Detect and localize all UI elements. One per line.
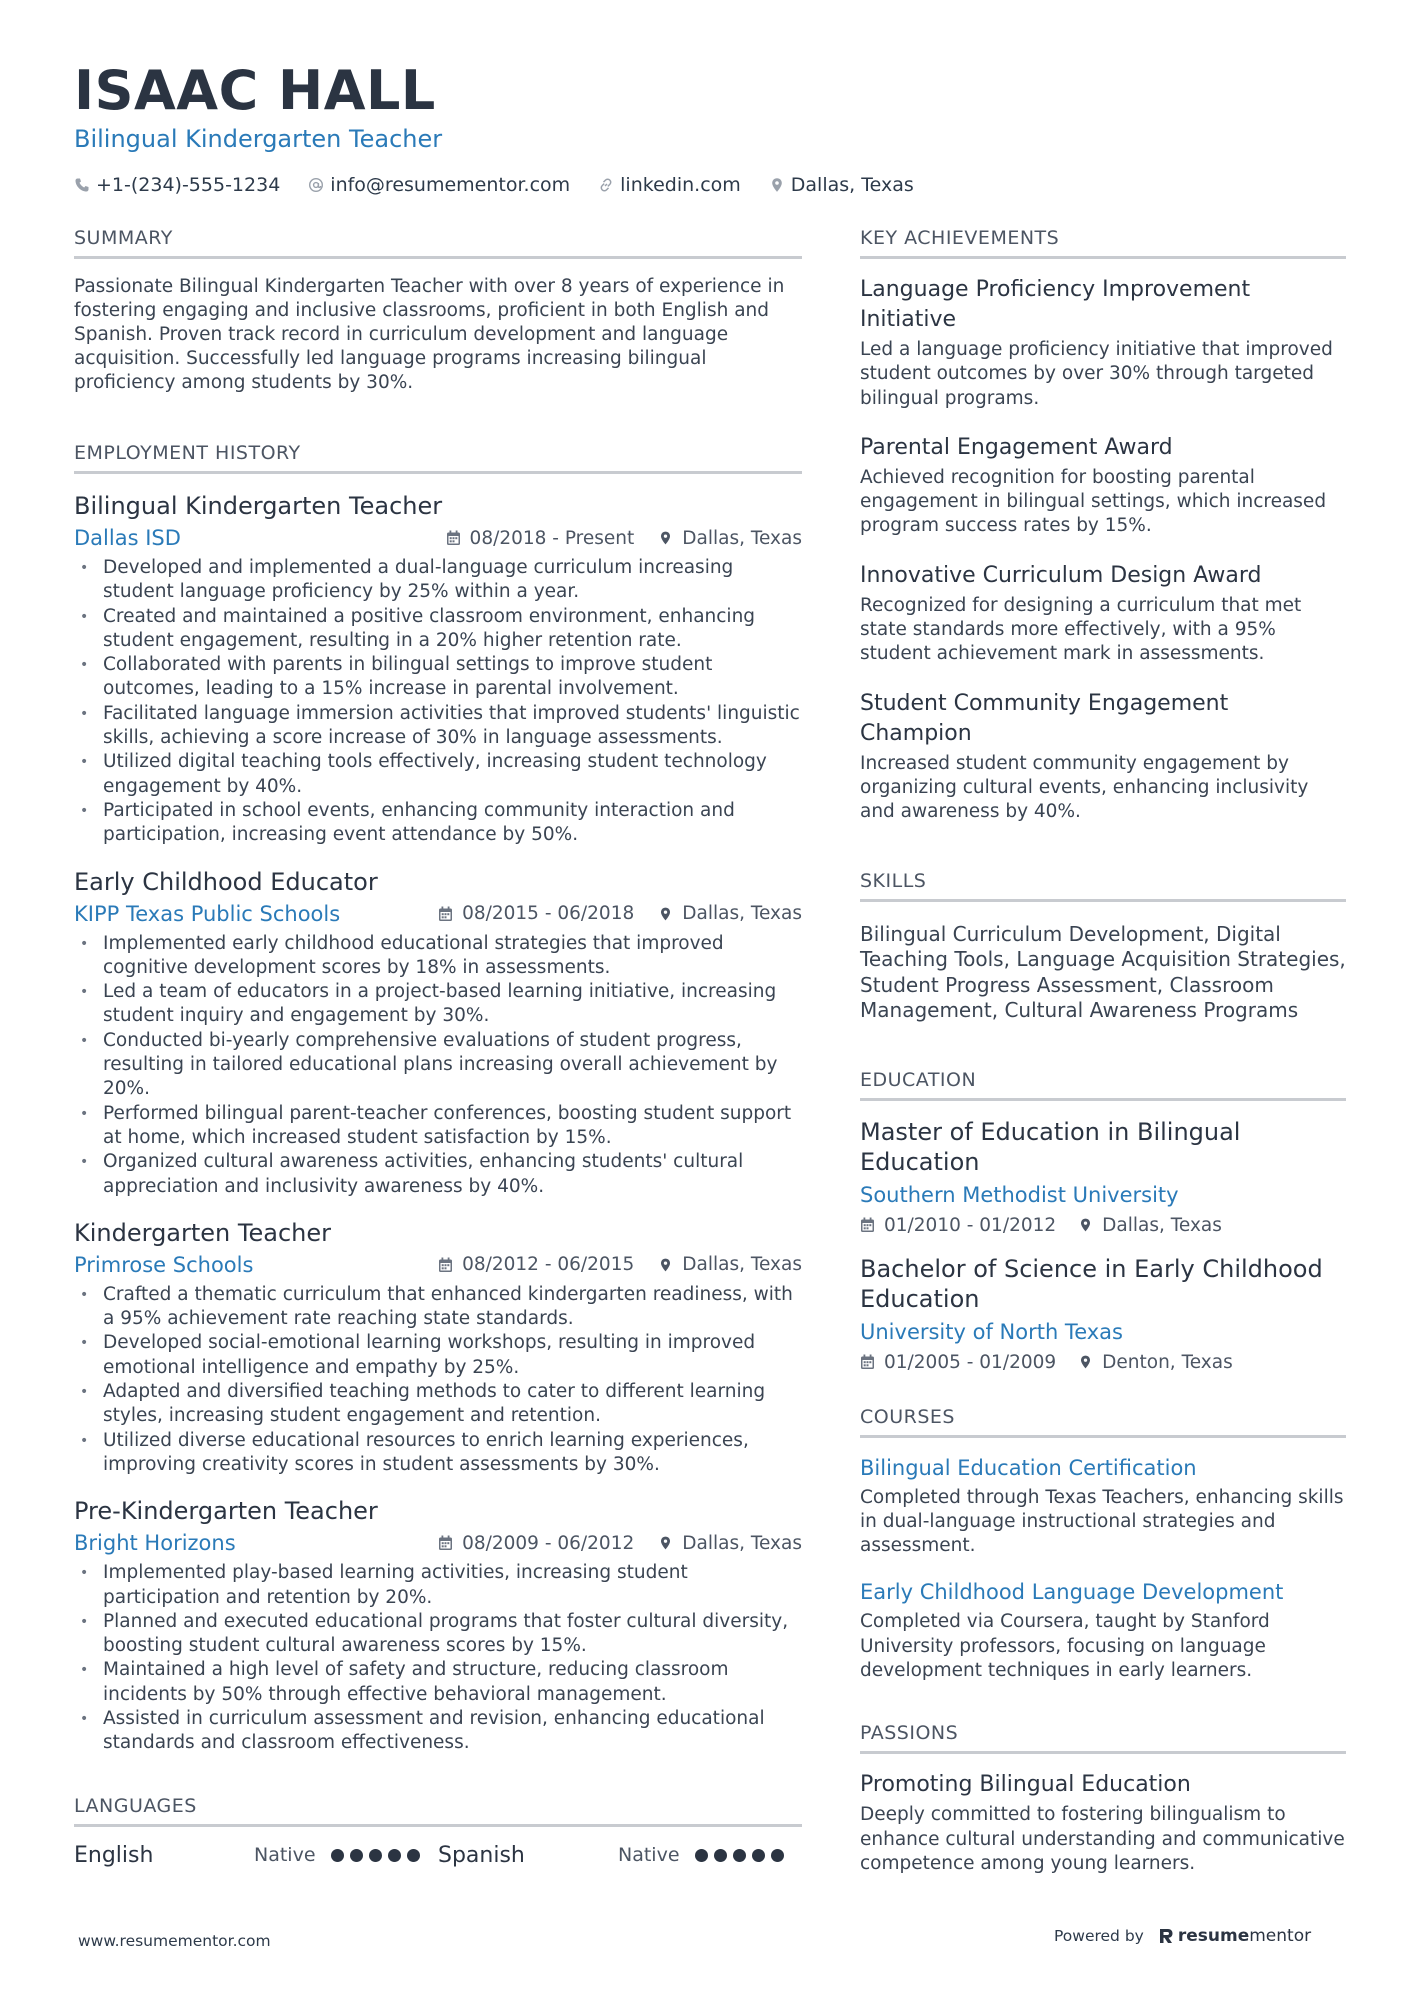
course-item (860, 1454, 1346, 1559)
passion-desc: Deeply committed to fostering bilingualism to enhance cultural understanding and communicative competence among young learners. (860, 1804, 1345, 1874)
job-dates (438, 1254, 634, 1275)
education-meta (860, 1215, 1346, 1236)
education-item (860, 1117, 1346, 1236)
company-name: Primrose Schools (74, 1252, 254, 1277)
job-entry (74, 866, 802, 1199)
bullet-item: • Adapted and diversified teaching methods to cater to different learning styles, increasing student engagement and retention. (74, 1380, 802, 1429)
education-item (860, 1254, 1346, 1373)
job-meta-right (438, 1254, 802, 1275)
achievement-title: Innovative Curriculum Design Award (860, 562, 1262, 588)
powered-by-label: Powered by (1054, 1927, 1144, 1945)
achievement-desc: Achieved recognition for boosting parental engagement in bilingual settings, which increased program success rates by 15%. (860, 466, 1327, 537)
linkedin-text[interactable]: linkedin.com (620, 174, 741, 196)
bullet-item: • Developed and implemented a dual-language curriculum increasing student language proficiency by 25% within a year. (74, 556, 802, 605)
contact-location (769, 174, 914, 196)
map-pin-icon (658, 530, 673, 546)
achievement-title: Parental Engagement Award (860, 434, 1173, 460)
job-location (658, 1254, 802, 1275)
rating-dot (350, 1849, 363, 1862)
bullet-item: • Utilized digital teaching tools effectively, increasing student technology engagement by 40%. (74, 750, 802, 799)
calendar-icon (438, 1535, 453, 1551)
language-name: Spanish (438, 1842, 525, 1868)
map-pin-icon (658, 906, 673, 922)
at-icon (308, 177, 324, 193)
calendar-icon (860, 1217, 875, 1233)
degree-title: Master of Education in Bilingual Education (860, 1117, 1241, 1176)
rating-dot (331, 1849, 344, 1862)
achievement-desc: Increased student community engagement by organizing cultural events, enhancing inclusivity and awareness by 40%. (860, 752, 1309, 823)
phone-icon (74, 177, 90, 193)
job-bullets (74, 932, 802, 1199)
rating-dot (714, 1849, 727, 1862)
achievement-desc: Led a language proficiency initiative that improved student outcomes by over 30% through targeted bilingual programs. (860, 339, 1333, 409)
map-pin-icon (658, 1535, 673, 1551)
calendar-icon (438, 906, 453, 922)
achievement-desc: Recognized for designing a curriculum that met state standards more effectively, with a 95% student achievement mark in assessments. (860, 594, 1302, 665)
rating-dot (695, 1849, 708, 1862)
achievement-item (860, 275, 1346, 411)
languages-list (74, 1843, 802, 1868)
brand-bold: resume (1177, 1926, 1250, 1946)
job-meta-right (438, 1533, 802, 1554)
language-rating (331, 1849, 420, 1862)
job-entry (74, 490, 802, 848)
education-meta (860, 1352, 1346, 1373)
education-dates (860, 1352, 1056, 1373)
summary-text: Passionate Bilingual Kindergarten Teacher with over 8 years of experience in fostering engaging and inclusive classrooms, proficient in both English and Spanish. Proven track record in curriculum development and language acquisition. Successfully led language programs increasing bilingual proficiency among students by 30%. (74, 276, 785, 393)
job-dates (446, 528, 635, 549)
degree-title: Bachelor of Science in Early Childhood Education (860, 1254, 1323, 1313)
bullet-item: • Led a team of educators in a project-based learning initiative, increasing student inquiry and engagement by 30%. (74, 980, 802, 1029)
education-heading: EDUCATION (860, 1068, 1346, 1101)
job-meta (74, 1251, 802, 1279)
passion-title: Promoting Bilingual Education (860, 1772, 1191, 1798)
candidate-name: ISAAC HALL (74, 59, 436, 122)
map-pin-icon (1078, 1354, 1093, 1370)
job-location-text: Dallas, Texas (682, 527, 802, 549)
course-desc: Completed via Coursera, taught by Stanford University professors, focusing on language development techniques in early learners. (860, 1611, 1270, 1682)
location-text: Dallas, Texas (790, 174, 914, 196)
job-dates-text: 08/2009 - 06/2012 (462, 1532, 635, 1554)
contact-email[interactable] (308, 174, 570, 196)
bullet-item: • Conducted bi-yearly comprehensive evaluations of student progress, resulting in tailored educational plans increasing overall achievement by 20%. (74, 1029, 802, 1102)
job-dates (438, 1533, 634, 1554)
phone-text: +1-(234)-555-1234 (96, 174, 281, 196)
education-dates-text: 01/2005 - 01/2009 (884, 1351, 1057, 1373)
language-level: Native (618, 1844, 680, 1867)
resume-header (74, 58, 1344, 196)
job-meta (74, 524, 802, 552)
employment-heading: EMPLOYMENT HISTORY (74, 441, 802, 474)
brand-mark-icon (1158, 1927, 1174, 1945)
job-entry (74, 1217, 802, 1477)
bullet-item: • Maintained a high level of safety and structure, reducing classroom incidents by 50% through effective behavioral management. (74, 1658, 802, 1707)
calendar-icon (446, 530, 461, 546)
job-meta-right (438, 903, 802, 924)
bullet-item: • Assisted in curriculum assessment and revision, enhancing educational standards and classroom effectiveness. (74, 1707, 802, 1756)
bullet-item: • Developed social-emotional learning workshops, resulting in improved emotional intelligence and empathy by 25%. (74, 1331, 802, 1380)
job-title: Kindergarten Teacher (74, 1218, 331, 1247)
bullet-item: • Performed bilingual parent-teacher conferences, boosting student support at home, which increased student satisfaction by 15%. (74, 1102, 802, 1151)
education-location-text: Dallas, Texas (1102, 1214, 1222, 1236)
rating-dot (771, 1849, 784, 1862)
passions-heading: PASSIONS (860, 1721, 1346, 1754)
link-icon (598, 177, 614, 193)
achievement-item (860, 561, 1346, 667)
passion-item (860, 1770, 1346, 1876)
job-meta (74, 1529, 802, 1557)
course-item (860, 1578, 1346, 1683)
email-text[interactable]: info@resumementor.com (330, 174, 571, 196)
map-pin-icon (769, 177, 785, 193)
brand-light: mentor (1249, 1926, 1312, 1946)
bullet-item: • Crafted a thematic curriculum that enhanced kindergarten readiness, with a 95% achievement rate reaching state standards. (74, 1283, 802, 1332)
job-bullets (74, 1561, 802, 1755)
bullet-item: • Utilized diverse educational resources to enrich learning experiences, improving creativity scores in student assessments by 30%. (74, 1429, 802, 1478)
rating-dot (407, 1849, 420, 1862)
job-location-text: Dallas, Texas (682, 1254, 802, 1276)
education-location (1078, 1352, 1233, 1373)
skills-heading: SKILLS (860, 869, 1346, 902)
education-dates-text: 01/2010 - 01/2012 (884, 1214, 1057, 1236)
summary-heading: SUMMARY (74, 226, 802, 259)
brand-logo[interactable] (1158, 1926, 1311, 1946)
language-item (438, 1843, 802, 1868)
achievements-heading: KEY ACHIEVEMENTS (860, 226, 1346, 259)
bullet-item: • Organized cultural awareness activities, enhancing students' cultural appreciation and inclusivity awareness by 40%. (74, 1150, 802, 1199)
job-dates (438, 903, 634, 924)
achievement-title: Language Proficiency Improvement Initiative (860, 277, 1251, 332)
calendar-icon (860, 1354, 875, 1370)
company-name: KIPP Texas Public Schools (74, 901, 341, 926)
job-bullets (74, 1283, 802, 1477)
job-location-text: Dallas, Texas (682, 1532, 802, 1554)
job-title: Pre-Kindergarten Teacher (74, 1497, 378, 1526)
contact-linkedin[interactable] (598, 174, 741, 196)
bullet-item: • Implemented play-based learning activities, increasing student participation and retention by 20%. (74, 1561, 802, 1610)
language-rating (695, 1849, 784, 1862)
achievement-title: Student Community Engagement Champion (860, 690, 1229, 746)
job-dates-text: 08/2018 - Present (469, 527, 635, 549)
job-location-text: Dallas, Texas (682, 903, 802, 925)
map-pin-icon (1078, 1217, 1093, 1233)
achievement-item (860, 689, 1346, 825)
bullet-item: • Created and maintained a positive classroom environment, enhancing student engagement, resulting in a 20% higher retention rate. (74, 605, 802, 654)
job-entry (74, 1495, 802, 1755)
job-title: Early Childhood Educator (74, 867, 378, 896)
education-location (1078, 1215, 1222, 1236)
course-title: Early Childhood Language Development (860, 1580, 1284, 1605)
education-location-text: Denton, Texas (1102, 1351, 1233, 1373)
achievement-item (860, 433, 1346, 539)
courses-heading: COURSES (860, 1405, 1346, 1438)
language-item (74, 1843, 438, 1868)
footer-powered-by (1054, 1926, 1311, 1946)
contact-row (74, 174, 1344, 196)
contact-phone (74, 174, 280, 196)
language-name: English (74, 1842, 154, 1868)
bullet-item: • Collaborated with parents in bilingual settings to improve student outcomes, leading to a 15% increase in parental involvement. (74, 653, 802, 702)
language-level: Native (254, 1844, 316, 1867)
map-pin-icon (658, 1257, 673, 1273)
bullet-item: • Planned and executed educational programs that foster cultural diversity, boosting student cultural awareness scores by 15%. (74, 1610, 802, 1659)
footer-website[interactable]: www.resumementor.com (78, 1932, 271, 1950)
rating-dot (752, 1849, 765, 1862)
bullet-item: • Implemented early childhood educational strategies that improved cognitive development scores by 18% in assessments. (74, 932, 802, 981)
rating-dot (733, 1849, 746, 1862)
job-location (658, 903, 802, 924)
job-dates-text: 08/2012 - 06/2015 (462, 1254, 635, 1276)
rating-dot (388, 1849, 401, 1862)
bullet-item: • Facilitated language immersion activities that improved students' linguistic skills, achieving a score increase of 30% in language assessments. (74, 702, 802, 751)
job-location (658, 528, 802, 549)
skills-text: Bilingual Curriculum Development, Digital Teaching Tools, Language Acquisition Strategies, Student Progress Assessment, Classroom Management, Cultural Awareness Programs (860, 921, 1346, 1023)
calendar-icon (438, 1257, 453, 1273)
course-title: Bilingual Education Certification (860, 1455, 1197, 1480)
candidate-title: Bilingual Kindergarten Teacher (74, 125, 443, 153)
course-desc: Completed through Texas Teachers, enhancing skills in dual-language instructional strategies and assessment. (860, 1486, 1344, 1557)
school-name: University of North Texas (860, 1319, 1123, 1344)
job-meta-right (446, 528, 802, 549)
job-meta (74, 900, 802, 928)
company-name: Dallas ISD (74, 526, 181, 550)
job-bullets (74, 556, 802, 848)
job-title: Bilingual Kindergarten Teacher (74, 492, 443, 520)
left-column (74, 226, 802, 1868)
right-column (860, 226, 1346, 1898)
school-name: Southern Methodist University (860, 1182, 1179, 1207)
education-dates (860, 1215, 1056, 1236)
rating-dot (369, 1849, 382, 1862)
company-name: Bright Horizons (74, 1531, 236, 1556)
bullet-item: • Participated in school events, enhancing community interaction and participation, increasing event attendance by 50%. (74, 799, 802, 848)
job-dates-text: 08/2015 - 06/2018 (462, 903, 635, 925)
job-location (658, 1533, 802, 1554)
languages-heading: LANGUAGES (74, 1794, 802, 1827)
